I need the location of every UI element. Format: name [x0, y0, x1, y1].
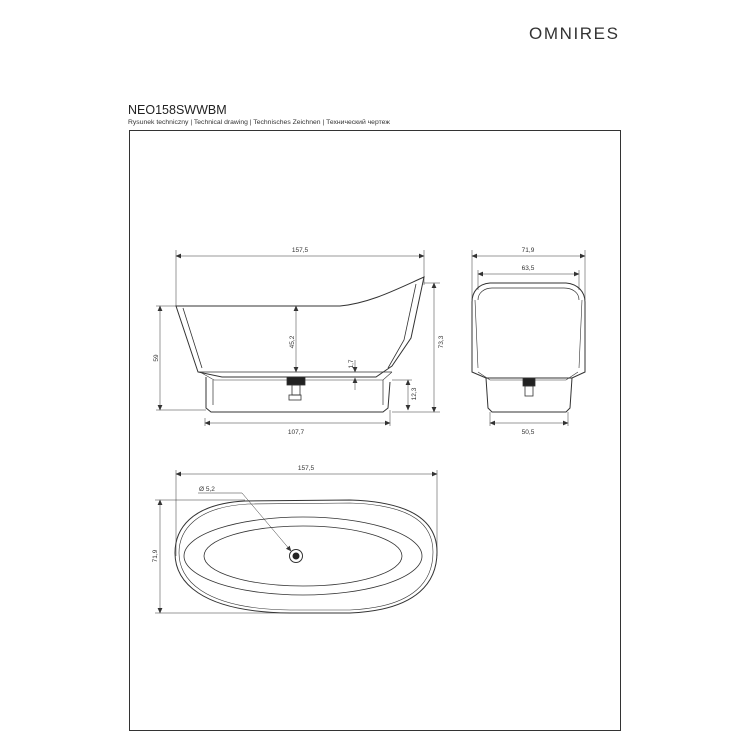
front-total-width: 71,9: [521, 247, 535, 254]
top-total-width: 71,9: [152, 549, 159, 563]
drawing-subtitle: Rysunek techniczny | Technical drawing | Technisches Zeichnen | Технический чертеж: [128, 119, 390, 126]
side-depth: 45,2: [289, 335, 296, 349]
front-view: [472, 250, 585, 426]
front-inner-width: 63,5: [521, 265, 535, 272]
side-dims: [156, 256, 440, 423]
front-base-width: 50,5: [521, 429, 535, 436]
model-code: NEO158SWWBM: [128, 103, 227, 117]
side-view: [176, 250, 424, 426]
side-base-length: 107,7: [287, 429, 305, 436]
side-height-inner: 59: [153, 354, 160, 362]
side-total-length: 157,5: [291, 247, 309, 254]
side-gap: 1,7: [348, 359, 355, 369]
front-dims: [472, 256, 585, 423]
side-base-height: 12,3: [411, 387, 418, 401]
top-total-length: 157,5: [297, 465, 315, 472]
top-drain-diameter: Ø 5,2: [199, 486, 215, 493]
brand-logo: OMNIRES: [529, 24, 620, 43]
side-total-height: 73,3: [438, 335, 445, 349]
